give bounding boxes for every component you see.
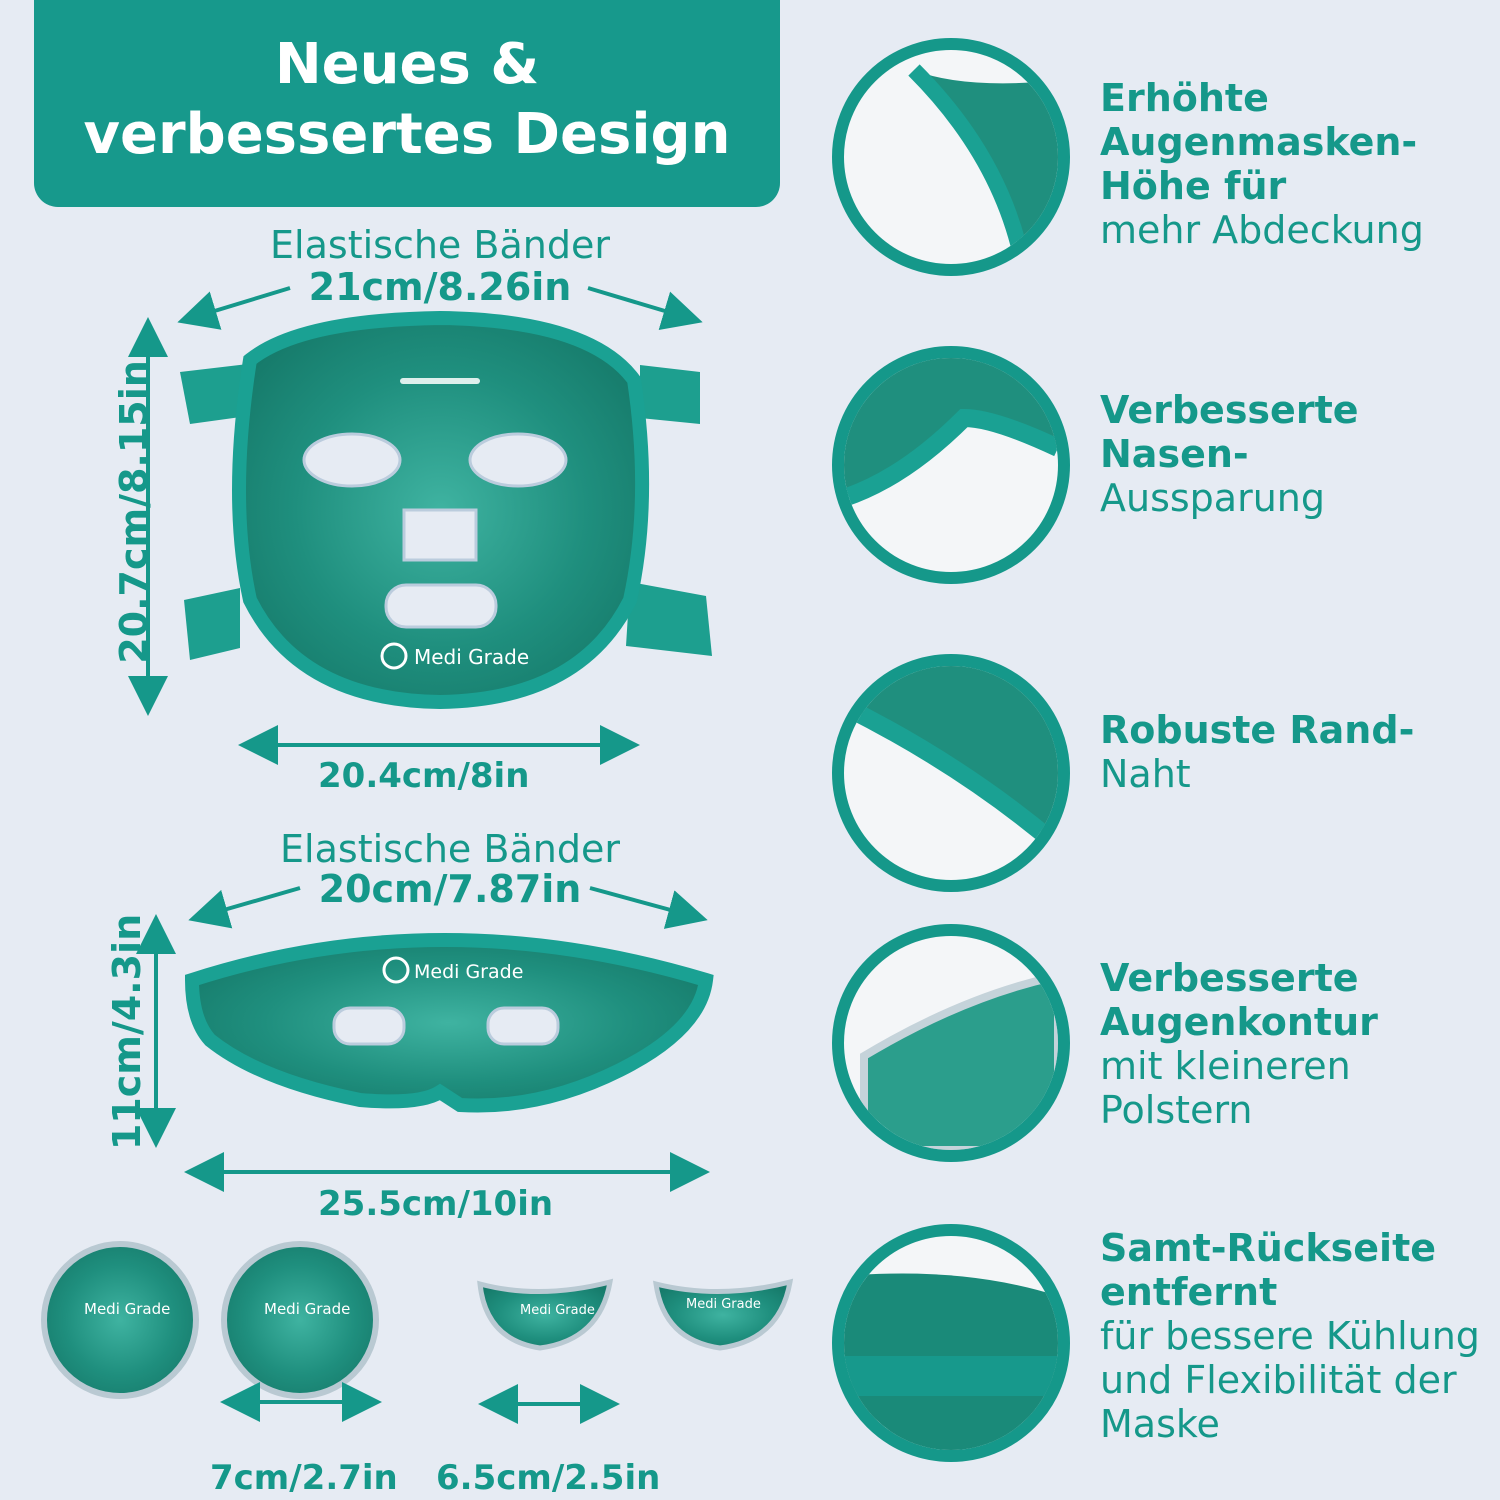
crescent-pad-size: 6.5cm/2.5in xyxy=(436,1458,661,1498)
round-pad-2-brand: Medi Grade xyxy=(264,1300,351,1318)
round-pad-2 xyxy=(224,1244,376,1396)
straps-arrow-right xyxy=(588,288,695,320)
title-line-2: verbessertes Design xyxy=(83,102,731,167)
feature-circle-seam xyxy=(832,654,1070,892)
feature-circle-nose xyxy=(832,346,1070,584)
eye-mask-straps-label: Elastische Bänder xyxy=(280,827,620,871)
feature-3-rest: Naht xyxy=(1100,752,1191,796)
face-mask-eye-right xyxy=(470,434,566,486)
crescent-pad-2-brand: Medi Grade xyxy=(686,1297,761,1312)
face-mask-straps-label: Elastische Bänder xyxy=(270,223,610,267)
face-mask-width: 20.4cm/8in xyxy=(318,756,530,796)
round-pad-1-brand: Medi Grade xyxy=(84,1300,171,1318)
feature-1-rest: mehr Abdeckung xyxy=(1100,208,1424,252)
feature-2-bold: Verbesserte Nasen- xyxy=(1100,388,1359,476)
face-mask-height: 20.7cm/8.15in xyxy=(112,360,156,664)
face-mask-straps-size: 21cm/8.26in xyxy=(308,265,572,309)
crescent-pad-1-brand: Medi Grade xyxy=(520,1303,595,1318)
crescent-pad-2 xyxy=(656,1282,790,1348)
feature-4-bold: Verbesserte Augenkontur xyxy=(1100,956,1378,1044)
round-pad-1 xyxy=(44,1244,196,1396)
eye-mask-width: 25.5cm/10in xyxy=(318,1184,554,1224)
feature-5-rest: für bessere Kühlung und Flexibilität der Maske xyxy=(1100,1314,1480,1446)
face-mask-nose xyxy=(404,510,476,560)
feature-2-rest: Aussparung xyxy=(1100,476,1325,520)
face-strap-bottom-left xyxy=(184,588,240,660)
feature-1-bold: Erhöhte Augenmasken-Höhe für xyxy=(1100,76,1418,208)
face-strap-bottom-right xyxy=(626,582,712,656)
title-line-1: Neues & xyxy=(274,32,540,97)
feature-text-seam xyxy=(1100,708,1414,796)
eye-mask-height: 11cm/4.3in xyxy=(105,913,149,1151)
feature-text-velvet xyxy=(1100,1226,1480,1446)
eye-mask-eye-right xyxy=(488,1008,558,1044)
feature-text-contour xyxy=(1100,956,1500,1132)
feature-3-bold: Robuste Rand- xyxy=(1100,708,1415,752)
face-mask-brand: Medi Grade xyxy=(414,645,530,669)
feature-circle-contour xyxy=(832,924,1070,1162)
feature-5-bold: Samt-Rückseite entfernt xyxy=(1100,1226,1437,1314)
feature-text-height xyxy=(1100,76,1500,252)
feature-circle-height xyxy=(832,38,1070,276)
eye-mask-eye-left xyxy=(334,1008,404,1044)
eye-mask-brand: Medi Grade xyxy=(414,961,524,983)
round-pad-size: 7cm/2.7in xyxy=(210,1458,398,1498)
eye-mask-straps-size: 20cm/7.87in xyxy=(318,867,582,911)
feature-text-nose xyxy=(1100,388,1500,520)
face-strap-top-right xyxy=(640,365,700,424)
face-mask-mouth xyxy=(386,585,496,627)
feature-4-rest: mit kleineren Polstern xyxy=(1100,1044,1351,1132)
feature-circle-velvet xyxy=(832,1224,1070,1462)
face-mask-eye-left xyxy=(304,434,400,486)
straps-arrow-left xyxy=(185,288,290,320)
